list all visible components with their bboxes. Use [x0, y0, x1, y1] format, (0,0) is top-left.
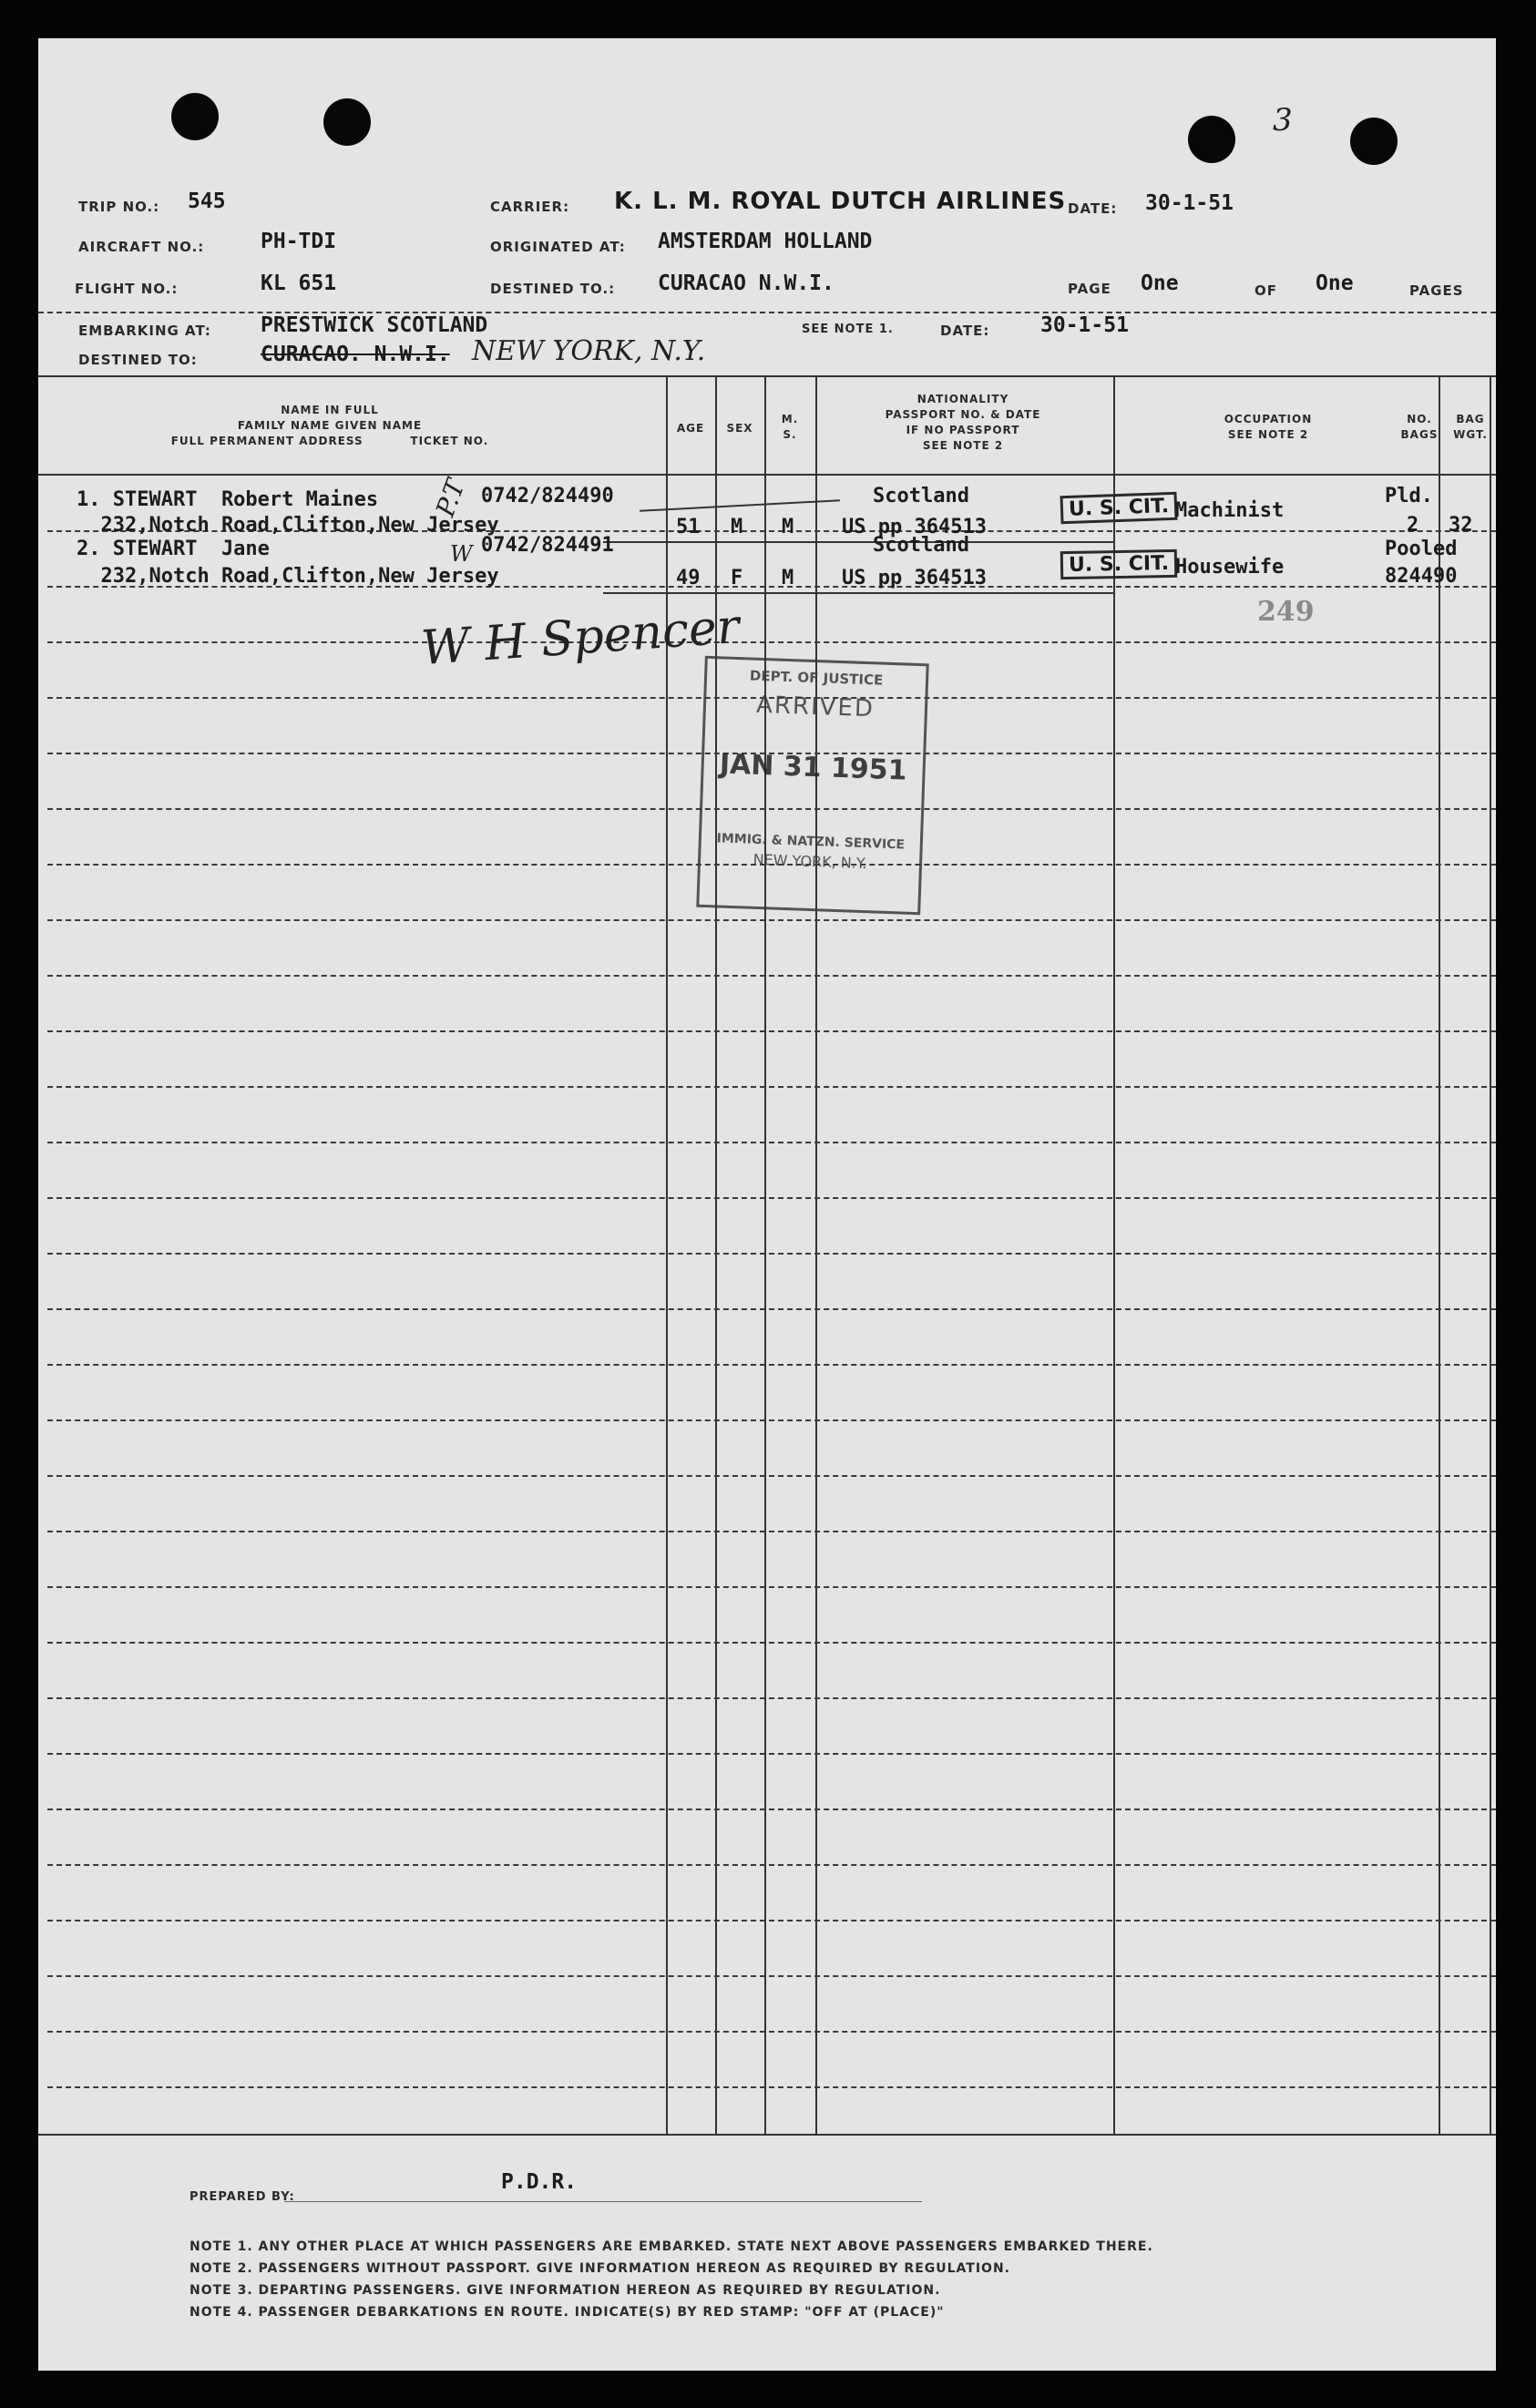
col-name-line1: NAME IN FULL [281, 404, 379, 416]
stamp-arrived: ARRIVED [755, 691, 876, 723]
ruled-line [47, 919, 1496, 921]
passenger-1-address: 232,Notch Road,Clifton,New Jersey [77, 514, 499, 537]
passenger-1-bags: Pld. [1385, 485, 1433, 507]
of-value: One [1316, 272, 1354, 295]
of-label: OF [1254, 282, 1277, 299]
pages-label: PAGES [1409, 282, 1464, 299]
passenger-1-citizen-stamp: U. S. CIT. [1060, 492, 1177, 524]
passenger-2-bags: Pooled [1385, 538, 1458, 560]
col-bags-line1: NO. [1407, 413, 1432, 425]
destined-handwritten: NEW YORK, N.Y. [472, 335, 706, 367]
date2-value: 30-1-51 [1040, 313, 1129, 337]
ruled-line [47, 1253, 1496, 1255]
stamp-service: IMMIG. & NATZN. SERVICE [716, 831, 906, 853]
passenger-1-bags-count: 2 [1407, 514, 1419, 537]
col-wgt-line2: WGT. [1453, 428, 1488, 441]
note-3: NOTE 3. DEPARTING PASSENGERS. GIVE INFORMATION HEREON AS REQUIRED BY REGULATION. [189, 2283, 941, 2298]
ruled-line [47, 1419, 1496, 1421]
punch-hole [1350, 118, 1398, 165]
ruled-line [47, 641, 1496, 643]
ruled-line [47, 975, 1496, 977]
prepared-by-label: PREPARED BY: [189, 2190, 295, 2204]
col-wgt-header [1447, 412, 1494, 443]
ruled-line [47, 1642, 1496, 1644]
destined-to-value: CURACAO N.W.I. [658, 272, 835, 295]
col-rule [1490, 375, 1491, 2134]
passenger-2-address: 232,Notch Road,Clifton,New Jersey [77, 565, 499, 588]
ruled-line [47, 2031, 1496, 2033]
header-divider [38, 312, 1496, 313]
embarking-value: PRESTWICK SCOTLAND [261, 313, 488, 337]
col-rule [764, 375, 766, 2134]
ruled-line [47, 2086, 1496, 2088]
ruled-line [47, 1142, 1496, 1143]
margin-handwriting: P.T [429, 475, 471, 521]
col-ms-line1: M. [781, 413, 799, 425]
ruled-line [47, 1697, 1496, 1699]
ruled-line [47, 1364, 1496, 1366]
passenger-2-ticket: 0742/824491 [481, 534, 614, 557]
col-rule [815, 375, 817, 2134]
passenger-1-wgt: 32 [1449, 514, 1473, 537]
margin-handwriting-2: W [450, 541, 473, 567]
ruled-line [47, 1308, 1496, 1310]
col-ms-header [767, 412, 813, 443]
ruled-line [47, 1475, 1496, 1477]
passenger-1-name: 1. STEWART Robert Maines [77, 488, 379, 511]
note-2: NOTE 2. PASSENGERS WITHOUT PASSPORT. GIVE INFORMATION HEREON AS REQUIRED BY REGULATION. [189, 2261, 1010, 2276]
page-label: PAGE [1068, 281, 1111, 297]
passenger-2-nationality: Scotland [873, 534, 969, 557]
aircraft-no: PH-TDI [261, 230, 337, 253]
table-bottom-rule [38, 2134, 1496, 2136]
signature: W H Spencer [419, 599, 742, 677]
punch-hole [171, 93, 219, 140]
ruled-line [47, 1197, 1496, 1199]
date2-label: DATE: [940, 323, 990, 339]
passenger-2-age: 49 [676, 567, 701, 589]
passenger-2-bags-count: 824490 [1385, 565, 1458, 588]
manifest-page [38, 38, 1496, 2371]
col-ms-line2: S. [783, 428, 797, 441]
col-bags-header [1396, 412, 1443, 443]
note-1: NOTE 1. ANY OTHER PLACE AT WHICH PASSENGERS ARE EMBARKED. STATE NEXT ABOVE PASSENGERS EMBARKED THERE. [189, 2239, 1153, 2254]
destined-to-label: DESTINED TO.: [490, 281, 616, 297]
header-bottom-rule [38, 474, 1496, 476]
page-value: One [1141, 272, 1179, 295]
date-value: 30-1-51 [1145, 191, 1234, 215]
passenger-1-age: 51 [676, 516, 701, 538]
note-4: NOTE 4. PASSENGER DEBARKATIONS EN ROUTE. INDICATE(S) BY RED STAMP: "OFF AT (PLACE)" [189, 2305, 945, 2320]
arrived-stamp [696, 656, 928, 915]
passenger-1-ticket: 0742/824490 [481, 485, 614, 507]
col-nat-line2: PASSPORT NO. & DATE [885, 408, 1041, 421]
passenger-1-rule [640, 499, 840, 512]
punch-hole [323, 98, 371, 146]
col-nat-line3: IF NO PASSPORT [906, 424, 1020, 436]
ruled-line [47, 1809, 1496, 1810]
col-nationality-header [822, 392, 1104, 454]
stamp-city: NEW YORK, N.Y. [753, 850, 867, 873]
trip-no-label: TRIP NO.: [78, 199, 160, 215]
col-rule [1439, 375, 1440, 2134]
passenger-2-citizen-stamp: U. S. CIT. [1060, 549, 1178, 579]
col-bags-line2: BAGS [1400, 428, 1439, 441]
prepared-by-line [284, 2201, 922, 2202]
passenger-2-name: 2. STEWART Jane [77, 538, 270, 560]
col-occupation-header [1113, 412, 1423, 443]
stamp-dept: DEPT. OF JUSTICE [749, 667, 884, 689]
passenger-2-underline [603, 592, 1113, 594]
passenger-2-sex: F [731, 567, 743, 589]
passenger-1-occupation: Machinist [1175, 499, 1285, 522]
prepared-by-value: P.D.R. [501, 2170, 578, 2194]
page-mark: 3 [1273, 102, 1293, 138]
col-wgt-line1: BAG [1456, 413, 1485, 425]
count-stamp: 249 [1257, 596, 1315, 628]
ruled-line [47, 1920, 1496, 1921]
ruled-line [47, 1531, 1496, 1532]
aircraft-no-label: AIRCRAFT NO.: [78, 239, 205, 255]
ruled-line [47, 1753, 1496, 1755]
punch-hole [1188, 116, 1235, 163]
originated-label: ORIGINATED AT: [490, 239, 626, 255]
ruled-line [47, 1975, 1496, 1977]
flight-no-label: FLIGHT NO.: [75, 281, 179, 297]
passenger-2-ms: M [782, 567, 794, 589]
col-age-header: AGE [676, 422, 705, 435]
passenger-1-nationality: Scotland [873, 485, 969, 507]
col-rule [1113, 375, 1115, 2134]
passenger-2-passport: US pp 364513 [842, 567, 987, 589]
passenger-1-underline [603, 541, 1113, 543]
ruled-line [47, 1864, 1496, 1866]
stamp-date: JAN 31 1951 [719, 748, 908, 787]
passenger-1-sex: M [731, 516, 743, 538]
col-name-line2: FAMILY NAME GIVEN NAME [237, 419, 423, 432]
col-sex-header: SEX [726, 422, 753, 435]
col-nat-line4: SEE NOTE 2 [922, 439, 1004, 452]
ruled-line [47, 1586, 1496, 1588]
carrier-label: CARRIER: [490, 199, 570, 215]
passenger-1-passport: US pp 364513 [842, 516, 987, 538]
ruled-line [47, 1030, 1496, 1032]
flight-no: KL 651 [261, 272, 337, 295]
trip-no: 545 [188, 190, 226, 213]
table-top-rule [38, 375, 1496, 377]
col-name-header [138, 403, 521, 449]
see-note-label: SEE NOTE 1. [802, 323, 894, 336]
col-name-line3: FULL PERMANENT ADDRESS TICKET NO. [170, 435, 489, 447]
originated-value: AMSTERDAM HOLLAND [658, 230, 873, 253]
date-label: DATE: [1068, 200, 1118, 217]
destined-label: DESTINED TO: [78, 352, 198, 368]
destined-value: CURACAO. N.W.I. [261, 343, 450, 366]
col-nat-line1: NATIONALITY [916, 393, 1009, 405]
carrier-name: K. L. M. ROYAL DUTCH AIRLINES [614, 188, 1067, 215]
passenger-2-occupation: Housewife [1175, 556, 1285, 579]
col-occ-line1: OCCUPATION [1224, 413, 1313, 425]
col-occ-line2: SEE NOTE 2 [1227, 428, 1309, 441]
embarking-label: EMBARKING AT: [78, 323, 211, 339]
ruled-line [47, 1086, 1496, 1088]
passenger-1-ms: M [782, 516, 794, 538]
